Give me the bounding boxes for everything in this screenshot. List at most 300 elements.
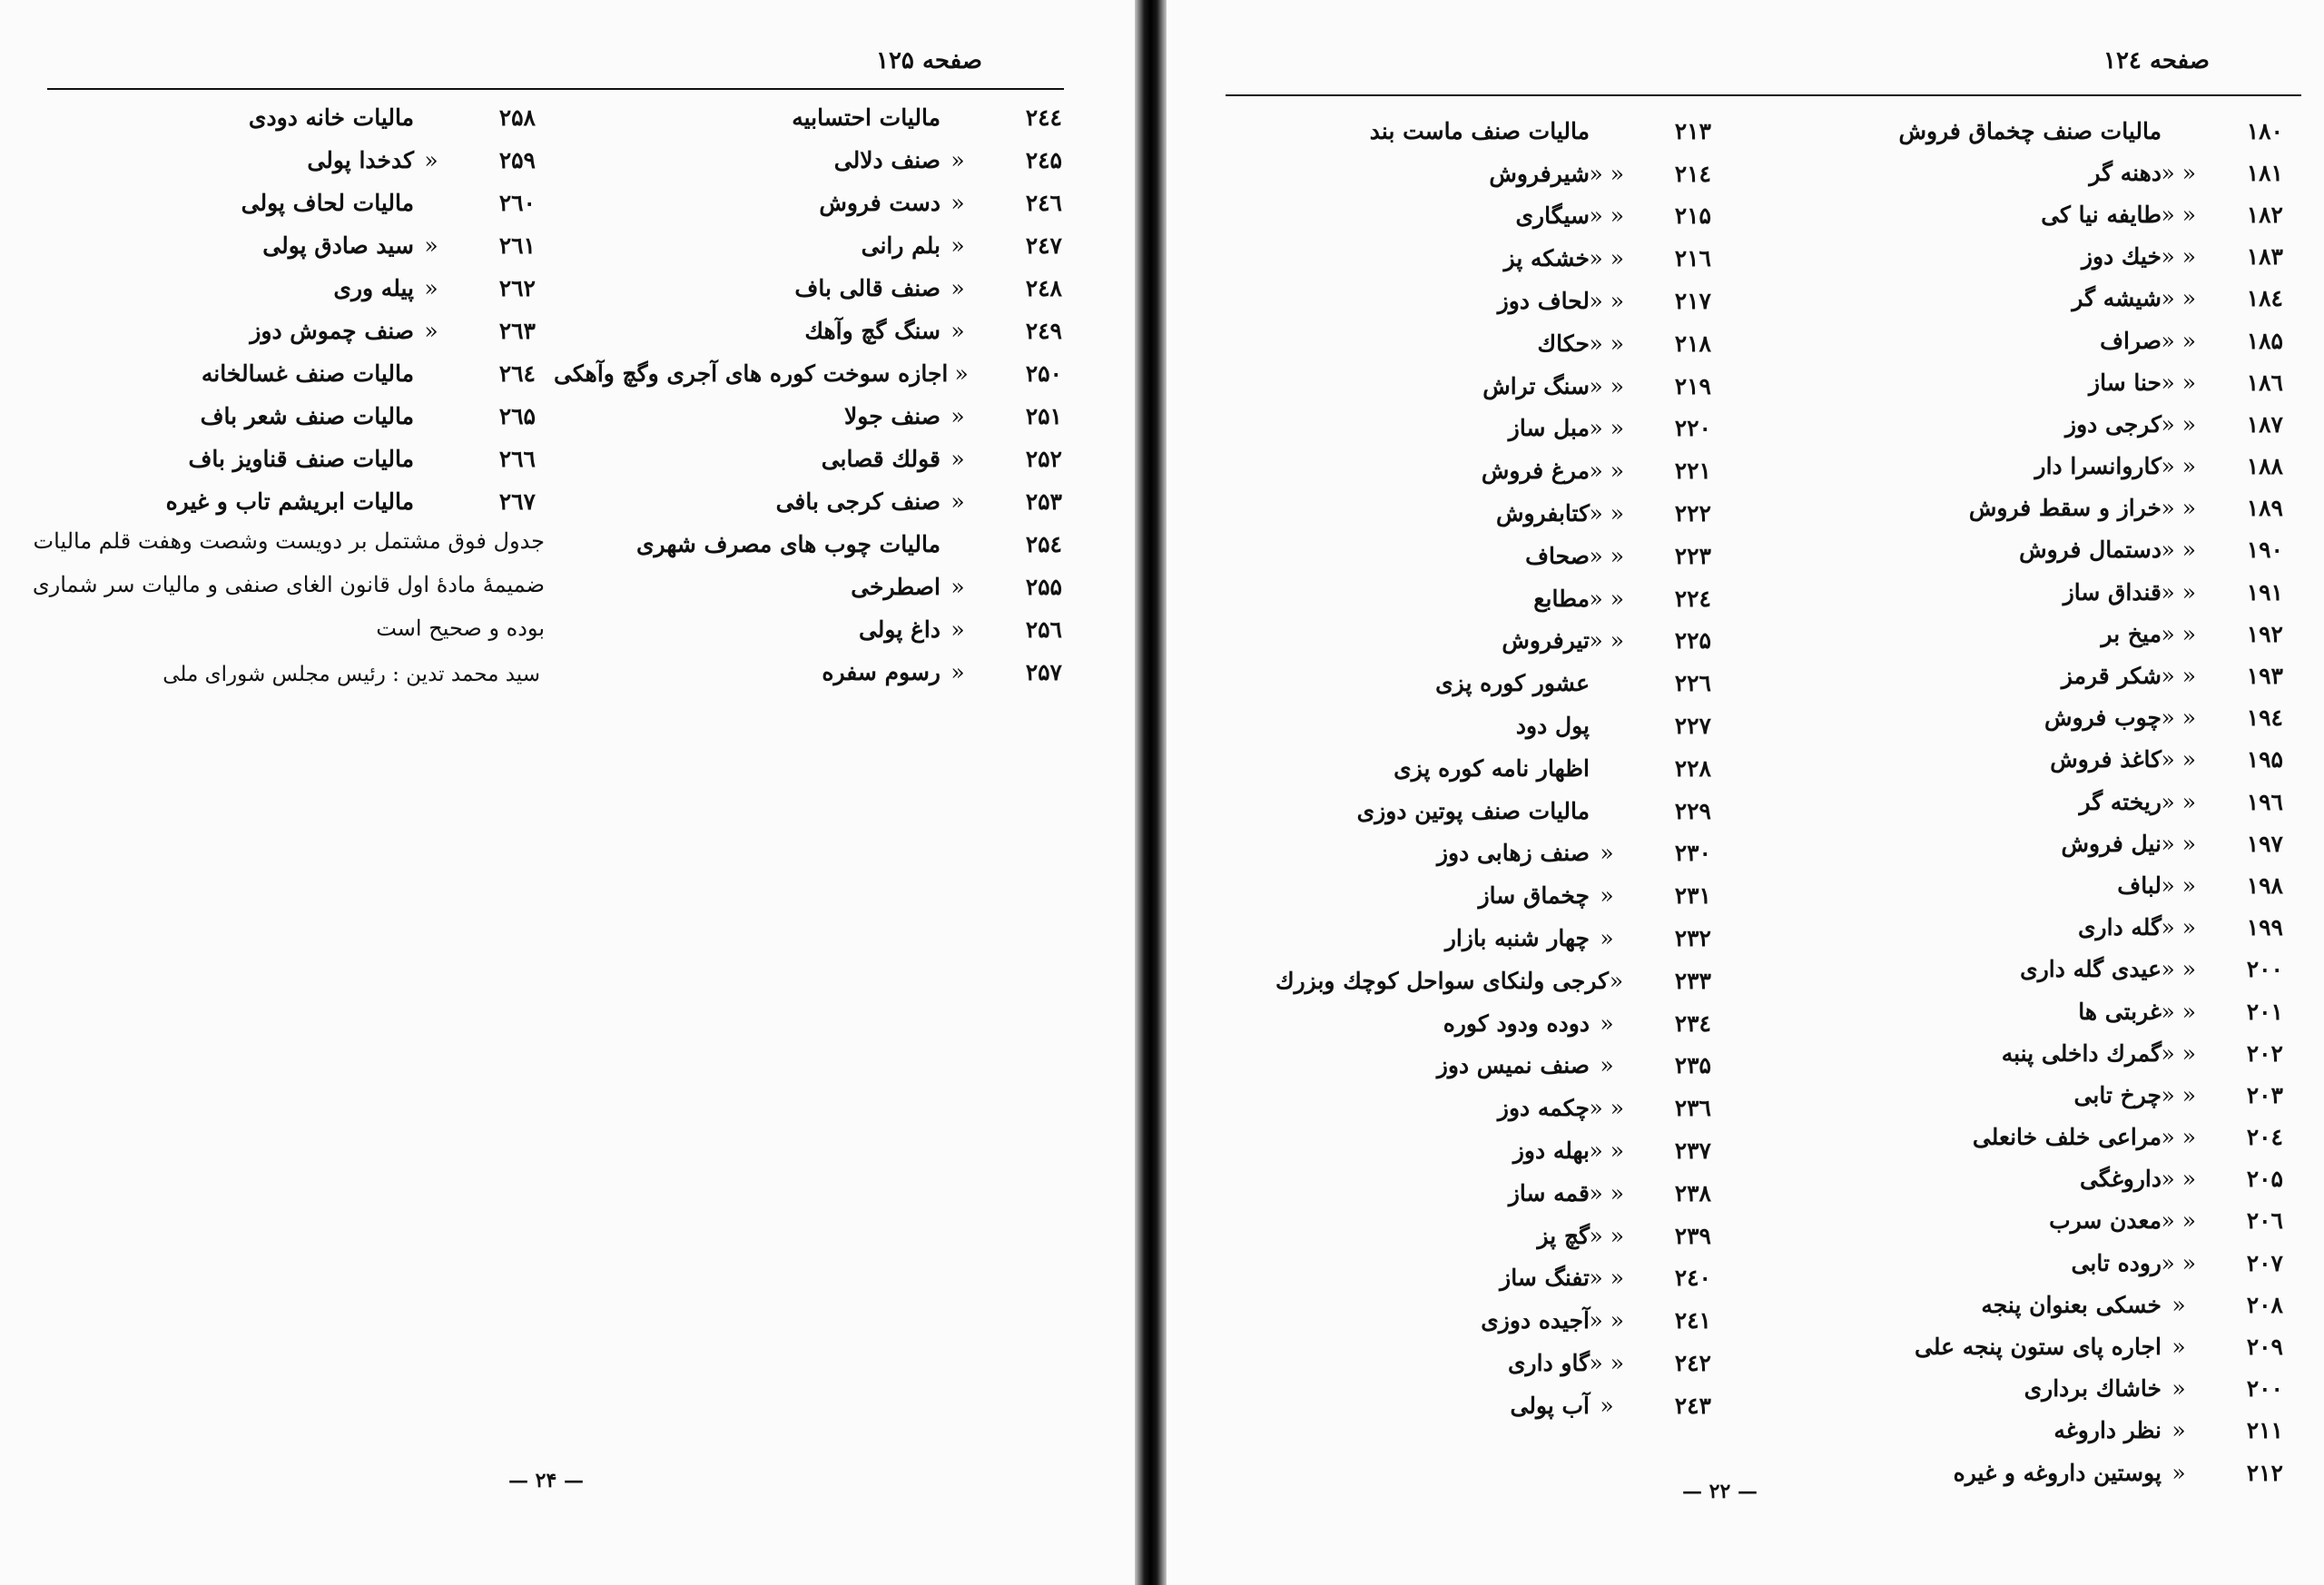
item-number: ۲۱۱	[2246, 1417, 2283, 1444]
list-item	[1275, 1129, 1711, 1172]
item-label: صنف جولا	[844, 403, 940, 429]
item-label: رسوم سفره	[822, 659, 940, 685]
list-item	[1275, 408, 1711, 450]
item-label: مالیات ابریشم تاب و غیره	[165, 488, 414, 515]
item-label: داروغگی	[2080, 1166, 2162, 1193]
tax-list-column-right	[1766, 110, 2283, 1493]
item-label: دوده ودود کوره	[1443, 1009, 1590, 1037]
item-label: صراف	[2100, 327, 2162, 354]
item-label: دستمال فروش	[2019, 537, 2162, 564]
item-number: ۲۳۸	[1674, 1179, 1711, 1206]
item-label: چخماق ساز	[1478, 882, 1590, 910]
ditto-mark: «	[1600, 1009, 1614, 1037]
list-item	[1766, 1074, 2283, 1116]
ditto-mark: «	[2171, 1459, 2186, 1486]
tax-list-column-left	[27, 96, 536, 523]
note-line-3: بوده و صحیح است	[376, 615, 545, 641]
item-number: ۲۲۷	[1674, 713, 1711, 740]
item-label: مالیات صنف پوتین دوزی	[1356, 797, 1590, 824]
item-number: ۲٤۸	[1025, 275, 1062, 301]
item-label: غربتی ها	[2078, 998, 2162, 1025]
list-item	[554, 310, 1062, 352]
item-number: ۱۹۷	[2246, 830, 2283, 857]
ditto-mark: «	[954, 360, 969, 387]
item-number: ۲۵۵	[1025, 574, 1062, 600]
item-label: شیرفروش	[1489, 160, 1590, 187]
item-number: ۲۵٦	[1025, 616, 1062, 643]
list-item	[1275, 280, 1711, 322]
list-item	[554, 438, 1062, 480]
item-number: ۲۰۷	[2246, 1249, 2283, 1276]
list-item	[1766, 446, 2283, 487]
list-item	[1766, 110, 2283, 152]
list-item	[554, 352, 1062, 395]
book-gutter	[1135, 0, 1167, 1585]
item-label: خشکه پز	[1503, 245, 1590, 272]
item-number: ۲۵٤	[1025, 531, 1062, 557]
item-label: اصطرخی	[851, 574, 940, 600]
item-number: ۲۱۵	[1674, 202, 1711, 230]
ditto-mark: « «	[2161, 495, 2196, 522]
item-number: ۲٤۵	[1025, 147, 1062, 173]
item-number: ۲۳۱	[1674, 882, 1711, 910]
ditto-mark: « «	[2161, 1081, 2196, 1108]
item-number: ۱۸۵	[2246, 327, 2283, 354]
item-label: مالیات صنف ماست بند	[1369, 117, 1590, 144]
page-125	[0, 0, 1135, 1585]
list-item	[1766, 1410, 2283, 1452]
item-label: کاروانسرا دار	[2034, 453, 2162, 480]
ditto-mark: «	[950, 446, 965, 472]
item-number: ۲۵۱	[1025, 403, 1062, 429]
list-item	[1275, 1087, 1711, 1129]
ditto-mark: « «	[1589, 500, 1624, 527]
item-number: ۲٦۷	[498, 488, 536, 515]
item-number: ۱۸٦	[2246, 369, 2283, 396]
ditto-mark: « «	[1589, 160, 1624, 187]
ditto-mark: « «	[1589, 330, 1624, 357]
item-number: ۲٦٦	[498, 446, 536, 472]
item-label: آجیده دوزی	[1481, 1307, 1590, 1334]
list-item	[554, 96, 1062, 139]
tax-list-column-left	[1275, 110, 1711, 1427]
item-number: ۲۱۹	[1674, 372, 1711, 399]
ditto-mark: « «	[1589, 1307, 1624, 1334]
ditto-mark: «	[950, 616, 965, 643]
header-rule	[1226, 94, 2301, 96]
item-number: ۲۰۹	[2246, 1334, 2283, 1361]
list-item	[554, 395, 1062, 438]
ditto-mark: « «	[2161, 746, 2196, 773]
list-item	[1275, 662, 1711, 704]
item-number: ۲۰٤	[2246, 1124, 2283, 1151]
ditto-mark: «	[1600, 840, 1614, 867]
list-item	[1766, 949, 2283, 990]
list-item	[1275, 1342, 1711, 1384]
item-label: اجاره پای ستون پنجه علی	[1915, 1334, 2162, 1361]
ditto-mark: « «	[1589, 585, 1624, 612]
item-number: ۲٦۳	[498, 318, 536, 344]
ditto-mark: «	[1609, 967, 1624, 994]
item-number: ۲۱٤	[1674, 160, 1711, 187]
item-number: ۱۸۳	[2246, 243, 2283, 271]
item-label: مالیات صنف غسالخانه	[201, 360, 414, 387]
list-item	[1766, 613, 2283, 655]
item-label: سنگ گچ وآهك	[804, 318, 940, 344]
ditto-mark: « «	[1589, 1179, 1624, 1206]
item-label: مالیات احتسابیه	[792, 104, 940, 131]
list-item	[1275, 704, 1711, 747]
item-number: ۲۳۲	[1674, 925, 1711, 952]
item-label: صنف چموش دوز	[250, 318, 414, 344]
ditto-mark: « «	[1589, 1350, 1624, 1376]
list-item	[1766, 907, 2283, 949]
list-item	[554, 139, 1062, 182]
ditto-mark: « «	[1589, 627, 1624, 655]
list-item	[1275, 577, 1711, 620]
ditto-mark: « «	[1589, 458, 1624, 485]
list-item	[1766, 320, 2283, 361]
ditto-mark: « «	[1589, 542, 1624, 569]
ditto-mark: « «	[2161, 410, 2196, 438]
item-label: کدخدا پولی	[307, 147, 414, 173]
item-label: قولك قصابی	[821, 446, 940, 472]
item-label: سیگاری	[1515, 202, 1590, 230]
ditto-mark: «	[1600, 1392, 1614, 1419]
item-label: چکمه دوز	[1497, 1095, 1590, 1122]
item-label: پیله وری	[333, 275, 414, 301]
list-item	[554, 651, 1062, 694]
item-number: ۲٤٦	[1025, 190, 1062, 216]
item-number: ۲۱۲	[2246, 1459, 2283, 1486]
ditto-mark: « «	[2161, 914, 2196, 941]
item-number: ۱۸۲	[2246, 201, 2283, 228]
item-number: ۲٦۱	[498, 232, 536, 259]
list-item	[1766, 1368, 2283, 1410]
item-number: ۲۵۹	[498, 147, 536, 173]
list-item	[1766, 193, 2283, 235]
item-number: ۲۰۰	[2246, 1375, 2283, 1403]
item-number: ۱۸۹	[2246, 495, 2283, 522]
item-number: ۲۳٤	[1674, 1009, 1711, 1037]
list-item	[27, 182, 536, 224]
item-label: عیدی گله داری	[2020, 956, 2162, 983]
ditto-mark: « «	[2161, 1207, 2196, 1235]
item-number: ۲٦٤	[498, 360, 536, 387]
ditto-mark: «	[950, 403, 965, 429]
item-label: چوب فروش	[2044, 704, 2162, 732]
item-number: ۲٤۰	[1674, 1265, 1711, 1292]
list-item	[1766, 655, 2283, 696]
item-label: صحاف	[1525, 542, 1590, 569]
ditto-mark: « «	[1589, 245, 1624, 272]
ditto-mark: «	[950, 318, 965, 344]
list-item	[1766, 1200, 2283, 1242]
item-number: ۱۹۰	[2246, 537, 2283, 564]
item-number: ۲۱۷	[1674, 288, 1711, 315]
item-number: ۲۲۹	[1674, 797, 1711, 824]
item-label: چهار شنبه بازار	[1444, 925, 1590, 952]
ditto-mark: « «	[2161, 201, 2196, 228]
list-item	[27, 352, 536, 395]
item-number: ۱۹٦	[2246, 788, 2283, 815]
list-item	[554, 523, 1062, 566]
item-number: ۲٦۰	[498, 190, 536, 216]
item-number: ۲۱۸	[1674, 330, 1711, 357]
item-label: صنف قالی باف	[794, 275, 940, 301]
list-item	[1766, 739, 2283, 781]
item-number: ۲۱۳	[1674, 117, 1711, 144]
item-label: کرجی دوز	[2065, 410, 2162, 438]
list-item	[554, 224, 1062, 267]
item-label: صنف دلالی	[833, 147, 940, 173]
tax-list-column-right	[554, 96, 1062, 694]
item-label: خاشاك برداری	[2024, 1375, 2162, 1403]
note-line-1: جدول فوق مشتمل بر دویست وشصت وهفت قلم مالیات	[33, 528, 545, 554]
list-item	[554, 480, 1062, 523]
ditto-mark: « «	[2161, 453, 2196, 480]
list-item	[1766, 571, 2283, 613]
item-number: ۲۵۰	[1025, 360, 1062, 387]
list-item	[1766, 236, 2283, 278]
item-number: ۲۰۵	[2246, 1166, 2283, 1193]
item-label: لحاف دوز	[1497, 288, 1590, 315]
list-item	[1275, 153, 1711, 195]
ditto-mark: « «	[1589, 1222, 1624, 1249]
item-number: ۱۹۹	[2246, 914, 2283, 941]
list-item	[1275, 832, 1711, 875]
ditto-mark: « «	[1589, 288, 1624, 315]
item-number: ۲۱٦	[1674, 245, 1711, 272]
list-item	[1766, 1284, 2283, 1325]
item-label: مالیات صنف شعر باف	[200, 403, 414, 429]
item-label: چرخ تابی	[2073, 1081, 2162, 1108]
list-item	[1275, 110, 1711, 153]
item-label: گچ پز	[1537, 1222, 1590, 1249]
item-label: سید صادق پولی	[262, 232, 414, 259]
item-label: لباف	[2117, 871, 2162, 899]
item-label: تفنگ ساز	[1500, 1265, 1590, 1292]
list-item	[554, 608, 1062, 651]
list-item	[1275, 1045, 1711, 1088]
ditto-mark: « «	[1589, 1265, 1624, 1292]
list-item	[554, 267, 1062, 310]
list-item	[1275, 917, 1711, 960]
item-label: گمرك داخلی پنبه	[2001, 1039, 2162, 1067]
ditto-mark: «	[424, 147, 438, 173]
list-item	[1275, 747, 1711, 790]
item-number: ۲۲۲	[1674, 500, 1711, 527]
item-number: ۱۹۳	[2246, 663, 2283, 690]
item-label: حنا ساز	[2089, 369, 2162, 396]
list-item	[1766, 152, 2283, 193]
ditto-mark: « «	[1589, 202, 1624, 230]
list-item	[27, 267, 536, 310]
list-item	[1766, 529, 2283, 571]
item-number: ۲۰۲	[2246, 1039, 2283, 1067]
item-label: مراعی خلف خانعلی	[1972, 1124, 2162, 1151]
item-number: ۲۲٤	[1674, 585, 1711, 612]
list-item	[1766, 1117, 2283, 1158]
ditto-mark: « «	[2161, 788, 2196, 815]
item-number: ۲۰۰	[2246, 956, 2283, 983]
ditto-mark: «	[950, 275, 965, 301]
ditto-mark: « «	[2161, 578, 2196, 605]
list-item	[1766, 864, 2283, 906]
list-item	[1275, 1172, 1711, 1215]
item-label: کرجی ولنکای سواحل کوچك وبزرك	[1275, 967, 1610, 994]
item-label: مبل ساز	[1508, 415, 1590, 442]
item-label: بهله دوز	[1512, 1137, 1590, 1165]
item-label: ریخته گر	[2079, 788, 2162, 815]
item-label: کتابفروش	[1495, 500, 1590, 527]
item-number: ۲٤۹	[1025, 318, 1062, 344]
item-label: مالیات صنف قناویز باف	[188, 446, 414, 472]
ditto-mark: « «	[2161, 1124, 2196, 1151]
page-124	[1167, 0, 2324, 1585]
item-label: دهنه گر	[2089, 159, 2162, 186]
item-number: ۱۹۵	[2246, 746, 2283, 773]
list-item	[1766, 1158, 2283, 1200]
item-label: عشور کوره پزی	[1435, 670, 1590, 697]
item-label: خیك دوز	[2081, 243, 2162, 271]
list-item	[1766, 822, 2283, 864]
list-item	[1275, 535, 1711, 577]
page-footer: — ۲۲ —	[1682, 1480, 1758, 1503]
ditto-mark: « «	[2161, 998, 2196, 1025]
item-number: ۲۵۲	[1025, 446, 1062, 472]
item-label: مالیات لحاف پولی	[241, 190, 414, 216]
list-item	[1275, 492, 1711, 535]
list-item	[27, 96, 536, 139]
ditto-mark: «	[2171, 1291, 2186, 1318]
ditto-mark: «	[424, 232, 438, 259]
ditto-mark: « «	[2161, 1166, 2196, 1193]
list-item	[1766, 403, 2283, 445]
item-label: گله داری	[2077, 914, 2162, 941]
item-label: آب پولی	[1510, 1392, 1590, 1419]
list-item	[1275, 1002, 1711, 1045]
list-item	[1275, 620, 1711, 663]
item-number: ۲٤۳	[1674, 1392, 1711, 1419]
ditto-mark: « «	[2161, 159, 2196, 186]
item-label: تیرفروش	[1502, 627, 1590, 655]
item-label: مطابع	[1533, 585, 1590, 612]
item-number: ۲۵۷	[1025, 659, 1062, 685]
list-item	[1275, 322, 1711, 365]
item-label: خسکی بعنوان پنجه	[1981, 1291, 2162, 1318]
list-item	[1766, 1032, 2283, 1074]
item-label: شیشه گر	[2072, 285, 2162, 312]
list-item	[1766, 990, 2283, 1032]
item-label: شکر قرمز	[2061, 663, 2162, 690]
item-number: ۲٤۱	[1674, 1307, 1711, 1334]
list-item	[1275, 874, 1711, 917]
signature: سید محمد تدین : رئیس مجلس شورای ملی	[162, 663, 540, 686]
item-number: ۲۲۵	[1674, 627, 1711, 655]
ditto-mark: «	[950, 232, 965, 259]
ditto-mark: «	[2171, 1334, 2186, 1361]
list-item	[1766, 1325, 2283, 1367]
item-number: ۱۹۲	[2246, 620, 2283, 647]
item-number: ۲۵۸	[498, 104, 536, 131]
note-line-2: ضمیمهٔ مادهٔ اول قانون الغای صنفی و مالیات سر شماری	[32, 572, 545, 597]
item-label: مالیات خانه دودی	[248, 104, 414, 131]
item-number: ۱۸۰	[2246, 117, 2283, 144]
item-number: ۲۳۰	[1674, 840, 1711, 867]
ditto-mark: « «	[2161, 1039, 2196, 1067]
item-label: اظهار نامه کوره پزی	[1393, 754, 1590, 782]
list-item	[1275, 1384, 1711, 1427]
item-label: مرغ فروش	[1481, 458, 1590, 485]
ditto-mark: « «	[2161, 537, 2196, 564]
item-label: پوستین داروغه و غیره	[1953, 1459, 2162, 1486]
ditto-mark: «	[950, 659, 965, 685]
ditto-mark: «	[1600, 925, 1614, 952]
list-item	[1766, 278, 2283, 320]
item-number: ۲۰۱	[2246, 998, 2283, 1025]
ditto-mark: «	[2171, 1417, 2186, 1444]
item-number: ۲۲۳	[1674, 542, 1711, 569]
item-label: کاغذ فروش	[2050, 746, 2162, 773]
item-label: مالیات صنف چخماق فروش	[1898, 117, 2162, 144]
list-item	[27, 224, 536, 267]
item-number: ۲٤٤	[1025, 104, 1062, 131]
ditto-mark: «	[950, 147, 965, 173]
list-item	[27, 438, 536, 480]
item-label: قمه ساز	[1508, 1179, 1590, 1206]
item-number: ۲۲۱	[1674, 458, 1711, 485]
item-label: داغ پولی	[858, 616, 940, 643]
item-label: صنف کرجی بافی	[775, 488, 940, 515]
list-item	[554, 566, 1062, 608]
item-label: نیل فروش	[2061, 830, 2162, 857]
item-number: ۲۰٦	[2246, 1207, 2283, 1235]
ditto-mark: « «	[2161, 704, 2196, 732]
page-header: صفحه ۱۲۵	[876, 47, 982, 74]
ditto-mark: «	[950, 190, 965, 216]
list-item	[1766, 1242, 2283, 1284]
ditto-mark: «	[2171, 1375, 2186, 1403]
ditto-mark: «	[1600, 882, 1614, 910]
ditto-mark: « «	[2161, 1249, 2196, 1276]
ditto-mark: « «	[1589, 1095, 1624, 1122]
list-item	[1275, 449, 1711, 492]
item-label: دست فروش	[819, 190, 940, 216]
ditto-mark: « «	[2161, 663, 2196, 690]
item-label: خراز و سقط فروش	[1968, 495, 2162, 522]
item-number: ۱۸۷	[2246, 410, 2283, 438]
header-rule	[47, 88, 1064, 90]
page-header: صفحه ۱۲٤	[2103, 47, 2210, 74]
list-item	[1275, 1215, 1711, 1257]
list-item	[1275, 960, 1711, 1002]
item-label: میخ بر	[2101, 620, 2162, 647]
item-label: طایفه نیا کی	[2041, 201, 2162, 228]
ditto-mark: « «	[2161, 956, 2196, 983]
item-number: ۱۸٤	[2246, 285, 2283, 312]
ditto-mark: «	[424, 275, 438, 301]
item-label: اجازه سوخت کوره های آجری وگچ وآهکی	[554, 360, 949, 387]
item-number: ۱۹۸	[2246, 871, 2283, 899]
ditto-mark: « «	[2161, 369, 2196, 396]
list-item	[1275, 365, 1711, 408]
list-item	[1275, 237, 1711, 280]
list-item	[27, 395, 536, 438]
item-number: ۲۳۹	[1674, 1222, 1711, 1249]
list-item	[1766, 361, 2283, 403]
item-label: نظر داروغه	[2053, 1417, 2162, 1444]
